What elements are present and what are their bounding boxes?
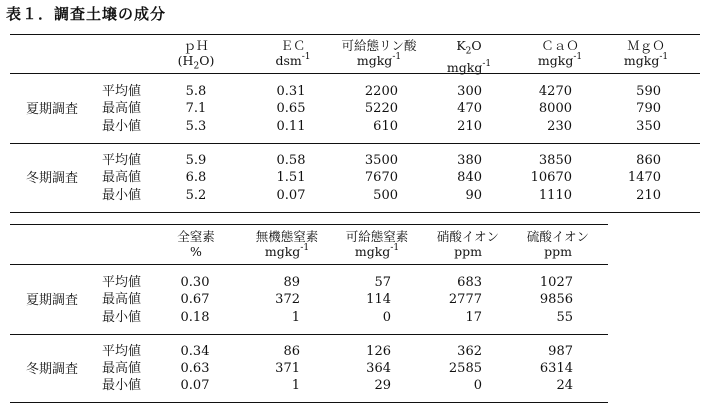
- table2-top-rule: [10, 224, 608, 225]
- t1-header-cao: ＣａＯ mgkg$^{-1}$: [537, 38, 583, 68]
- t1-cell: 7.1: [185, 101, 207, 116]
- t1-header-phosphate: 可給態リン酸 mgkg$^{-1}$: [341, 38, 417, 68]
- t1-row-label: 最小値: [102, 188, 142, 203]
- t2-cell: 9856: [539, 292, 573, 307]
- t2-row-label: 最高値: [102, 361, 142, 376]
- t2-row-label: 平均値: [102, 344, 142, 359]
- t2-cell: 987: [548, 344, 573, 359]
- t2-cell: 17: [465, 310, 482, 325]
- t1-cell: 500: [373, 188, 398, 203]
- table1-header-rule: [10, 73, 700, 74]
- table1-top-rule: [10, 34, 700, 35]
- t1-row-label: 最高値: [102, 170, 142, 185]
- t2-cell: 126: [366, 344, 391, 359]
- t1-cell: 5.3: [185, 119, 207, 134]
- t2-cell: 57: [374, 275, 391, 290]
- t2-cell: 362: [457, 344, 482, 359]
- t1-cell: 470: [457, 101, 482, 116]
- t1-cell: 860: [636, 153, 661, 168]
- t1-cell: 840: [457, 170, 482, 185]
- t2-cell: 86: [283, 344, 300, 359]
- t1-cell: 210: [636, 188, 661, 203]
- t2-cell: 0.07: [180, 378, 210, 393]
- t2-group-winter: 冬期調査: [26, 362, 79, 377]
- table2-bottom-rule: [10, 402, 608, 403]
- t1-header-ph: ｐＨ $(H_2O)$: [177, 38, 215, 72]
- t1-cell: 3850: [538, 153, 572, 168]
- t1-cell: 0.07: [276, 188, 306, 203]
- table1-group-rule: [10, 143, 700, 144]
- t1-cell: 590: [636, 84, 661, 99]
- t1-cell: 1.51: [276, 170, 306, 185]
- t1-cell: 0.65: [276, 101, 306, 116]
- t1-row-label: 平均値: [102, 84, 142, 99]
- t2-cell: 1: [291, 310, 300, 325]
- t1-cell: 1470: [627, 170, 661, 185]
- t1-cell: 230: [547, 119, 572, 134]
- t2-row-label: 平均値: [102, 275, 142, 290]
- t1-cell: 4270: [538, 84, 572, 99]
- t2-header-total-n: 全窒素 %: [177, 229, 215, 259]
- t2-cell: 24: [556, 378, 573, 393]
- t1-cell: 5220: [364, 101, 398, 116]
- t1-header-ec: ＥＣ dsm$^{-1}$: [275, 38, 311, 68]
- t2-cell: 114: [366, 292, 391, 307]
- t1-cell: 5.2: [185, 188, 207, 203]
- t2-cell: 2585: [448, 361, 482, 376]
- t2-cell: 29: [374, 378, 391, 393]
- t2-cell: 2777: [448, 292, 482, 307]
- t2-group-summer: 夏期調査: [26, 293, 79, 308]
- t1-header-k2o: $K_2O$ mgkg$^{-1}$: [446, 38, 492, 75]
- t2-cell: 683: [457, 275, 482, 290]
- t1-cell: 0.58: [276, 153, 306, 168]
- t1-cell: 380: [457, 153, 482, 168]
- t2-row-label: 最小値: [102, 378, 142, 393]
- t1-cell: 10670: [530, 170, 572, 185]
- t2-cell: 0.63: [180, 361, 210, 376]
- t2-header-available-n: 可給態窒素 mgkg$^{-1}$: [345, 229, 409, 259]
- t1-cell: 2200: [364, 84, 398, 99]
- t2-cell: 0: [473, 378, 482, 393]
- t2-cell: 0.34: [180, 344, 210, 359]
- t1-row-label: 最高値: [102, 101, 142, 116]
- t1-row-label: 平均値: [102, 153, 142, 168]
- t1-row-label: 最小値: [102, 119, 142, 134]
- t2-cell: 371: [275, 361, 300, 376]
- t2-cell: 0: [382, 310, 391, 325]
- t2-cell: 0.30: [180, 275, 210, 290]
- t1-cell: 6.8: [185, 170, 207, 185]
- table2-header-rule: [10, 264, 608, 265]
- t1-cell: 8000: [538, 101, 572, 116]
- t1-group-summer: 夏期調査: [26, 102, 79, 117]
- t1-cell: 300: [457, 84, 482, 99]
- t1-cell: 3500: [364, 153, 398, 168]
- t2-cell: 1027: [539, 275, 573, 290]
- t2-header-sulfate: 硫酸イオン ppm: [526, 229, 590, 259]
- t1-cell: 610: [373, 119, 398, 134]
- t1-cell: 5.8: [185, 84, 207, 99]
- t1-group-winter: 冬期調査: [26, 171, 79, 186]
- t2-cell: 6314: [539, 361, 573, 376]
- t1-cell: 350: [636, 119, 661, 134]
- t1-cell: 0.31: [276, 84, 306, 99]
- t2-cell: 372: [275, 292, 300, 307]
- t2-cell: 55: [556, 310, 573, 325]
- t2-cell: 364: [366, 361, 391, 376]
- t1-header-mgo: ＭｇＯ mgkg$^{-1}$: [623, 38, 669, 68]
- t1-cell: 1110: [538, 188, 572, 203]
- t2-header-nitrate: 硝酸イオン ppm: [436, 229, 500, 259]
- t1-cell: 7670: [364, 170, 398, 185]
- table1-bottom-rule: [10, 212, 700, 213]
- t1-cell: 0.11: [276, 119, 306, 134]
- t2-header-inorganic-n: 無機態窒素 mgkg$^{-1}$: [255, 229, 319, 259]
- t1-cell: 210: [457, 119, 482, 134]
- table2-group-rule: [10, 334, 608, 335]
- t1-cell: 790: [636, 101, 661, 116]
- t1-cell: 90: [465, 188, 482, 203]
- t2-cell: 0.18: [180, 310, 210, 325]
- t2-row-label: 最小値: [102, 310, 142, 325]
- t1-cell: 5.9: [185, 153, 207, 168]
- table-title: 表１．調査土壌の成分: [6, 5, 167, 23]
- t2-row-label: 最高値: [102, 292, 142, 307]
- t2-cell: 1: [291, 378, 300, 393]
- t2-cell: 89: [283, 275, 300, 290]
- t2-cell: 0.67: [180, 292, 210, 307]
